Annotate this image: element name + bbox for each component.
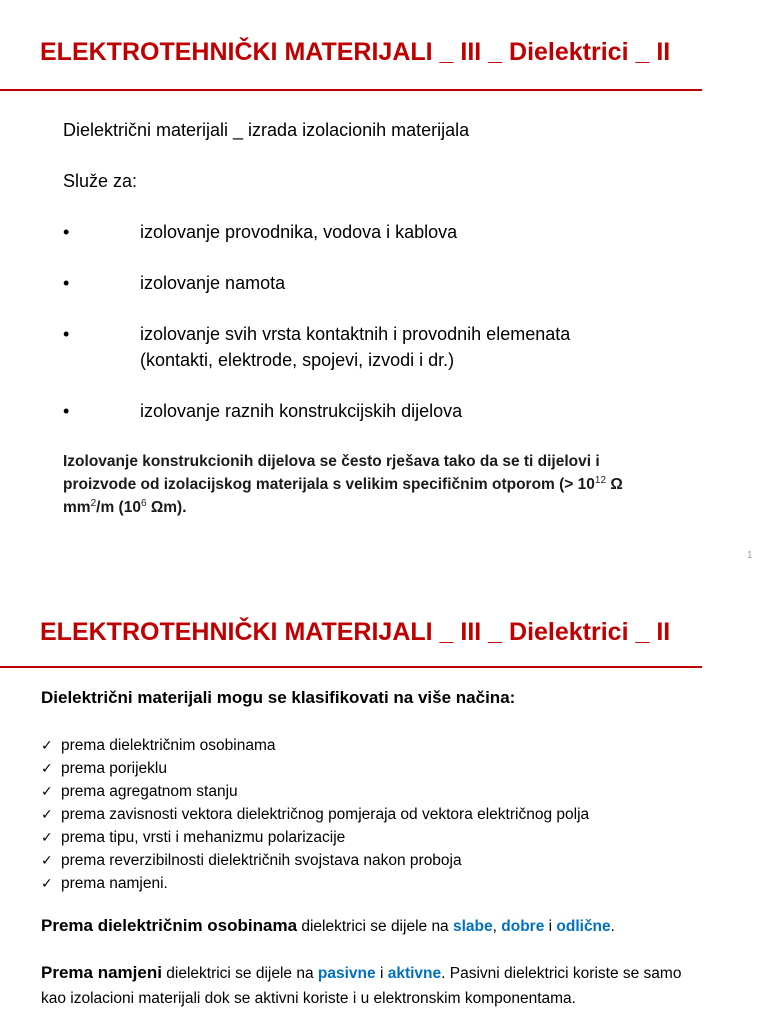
bullet-icon: • bbox=[63, 324, 70, 344]
note-text: Ω mm bbox=[63, 476, 623, 516]
note-text: Ωm). bbox=[146, 499, 187, 516]
bullet-text-continuation: (kontakti, elektrode, spojevi, izvodi i dr.) bbox=[140, 350, 455, 370]
checkmark-icon: ✓ bbox=[41, 737, 53, 753]
list-item bbox=[41, 780, 589, 803]
checkmark-icon: ✓ bbox=[41, 760, 53, 776]
classification-checklist bbox=[41, 734, 589, 895]
properties-paragraph bbox=[41, 913, 701, 939]
checkmark-icon: ✓ bbox=[41, 829, 53, 845]
page-number: 1 bbox=[747, 550, 753, 561]
superscript: 12 bbox=[594, 474, 607, 486]
list-item bbox=[41, 734, 589, 757]
superscript: 2 bbox=[90, 497, 97, 509]
keyword-weak: slabe bbox=[453, 918, 493, 935]
title-divider bbox=[0, 89, 702, 91]
checkmark-icon: ✓ bbox=[41, 852, 53, 868]
checkmark-icon: ✓ bbox=[41, 783, 53, 799]
list-item-text: prema reverzibilnosti dielektričnih svojstava nakon proboja bbox=[61, 852, 462, 869]
bullet-text: izolovanje namota bbox=[140, 273, 286, 293]
list-item bbox=[41, 872, 589, 895]
paragraph-text: dielektrici se dijele na bbox=[297, 918, 453, 935]
paragraph-lead: Prema namjeni bbox=[41, 963, 162, 982]
note-paragraph bbox=[63, 450, 673, 519]
note-text: /m (10 bbox=[96, 499, 141, 516]
bullet-text: izolovanje raznih konstrukcijskih dijelova bbox=[140, 401, 463, 421]
serve-for-label: Služe za: bbox=[63, 171, 138, 191]
bullet-icon: • bbox=[63, 401, 70, 421]
list-item-text: prema tipu, vrsti i mehanizmu polarizacije bbox=[61, 829, 346, 846]
list-item bbox=[41, 826, 589, 849]
list-item-text: prema dielektričnim osobinama bbox=[61, 737, 276, 754]
paragraph-text: . Pasivni dielektrici koriste se samo kao izolacioni materijali dok se aktivni koriste i u elektronskim komponentama. bbox=[41, 965, 682, 1007]
separator: . bbox=[610, 918, 615, 935]
bullet-icon: • bbox=[63, 273, 70, 293]
paragraph-text: dielektrici se dijele na bbox=[161, 965, 318, 982]
list-item bbox=[41, 757, 589, 780]
classification-heading: Dielektrični materijali mogu se klasifikovati na više načina: bbox=[41, 688, 516, 707]
list-item-text: prema porijeklu bbox=[61, 760, 167, 777]
keyword-excellent: odlične bbox=[556, 918, 611, 935]
keyword-good: dobre bbox=[501, 918, 545, 935]
slide-2 bbox=[0, 582, 768, 1024]
checkmark-icon: ✓ bbox=[41, 875, 53, 891]
list-item bbox=[41, 803, 589, 826]
slide-title: ELEKTROTEHNIČKI MATERIJALI _ III _ Dielektrici _ II bbox=[40, 618, 671, 646]
keyword-active: aktivne bbox=[387, 965, 442, 982]
separator: , bbox=[492, 918, 502, 935]
slide-title: ELEKTROTEHNIČKI MATERIJALI _ III _ Dielektrici _ II bbox=[40, 38, 671, 66]
bullet-text: izolovanje svih vrsta kontaktnih i provodnih elemenata bbox=[140, 324, 571, 344]
title-divider bbox=[0, 666, 702, 668]
bullet-icon: • bbox=[63, 222, 70, 242]
checkmark-icon: ✓ bbox=[41, 806, 53, 822]
paragraph-lead: Prema dielektričnim osobinama bbox=[41, 916, 298, 935]
list-item bbox=[41, 849, 589, 872]
list-item-text: prema agregatnom stanju bbox=[61, 783, 238, 800]
note-text: Izolovanje konstrukcionih dijelova se često rješava tako da se ti dijelovi i proizvode od izolacijskog materijala s velikim specifičnim otporom (> 10 bbox=[63, 453, 600, 493]
list-item-text: prema namjeni. bbox=[61, 875, 168, 892]
intro-text: Dielektrični materijali _ izrada izolacionih materijala bbox=[63, 120, 470, 140]
superscript: 6 bbox=[140, 497, 147, 509]
list-item-text: prema zavisnosti vektora dielektričnog pomjeraja od vektora električnog polja bbox=[61, 806, 590, 823]
separator: i bbox=[544, 918, 557, 935]
keyword-passive: pasivne bbox=[317, 965, 376, 982]
separator: i bbox=[375, 965, 388, 982]
bullet-text: izolovanje provodnika, vodova i kablova bbox=[140, 222, 458, 242]
purpose-paragraph bbox=[41, 960, 701, 1011]
